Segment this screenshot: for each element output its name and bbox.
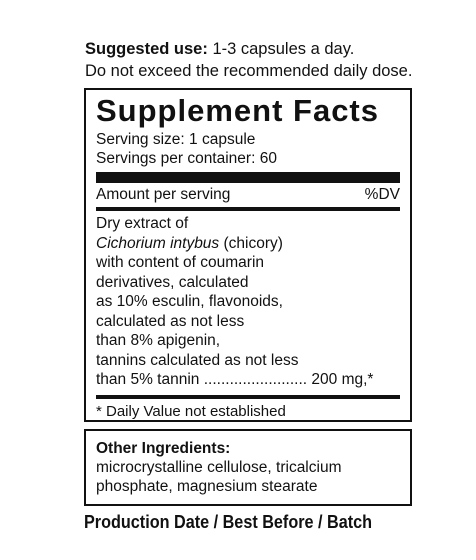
- ingredient-amount-line: [96, 370, 400, 390]
- suggested-use: [85, 38, 445, 82]
- suggested-use-line: [85, 38, 445, 60]
- ingredient-amount: 200 mg,*: [311, 371, 374, 388]
- common-name: (chicory): [223, 234, 283, 252]
- serving-size: Serving size: 1 capsule: [96, 131, 256, 148]
- ingredient-line: with content of coumarin: [96, 254, 265, 271]
- ingredient-line: Dry extract of: [96, 215, 189, 232]
- ingredient-line: than 8% apigenin,: [96, 332, 221, 349]
- supplement-facts-panel: [84, 88, 412, 422]
- ingredient-line: calculated as not less: [96, 312, 245, 330]
- suggested-use-label: Suggested use:: [85, 40, 208, 58]
- daily-value-note: * Daily Value not established: [96, 402, 286, 420]
- ingredient-line: [96, 234, 400, 254]
- servings-per-container: Servings per container: 60: [96, 150, 277, 167]
- ingredient-line: than 5% tannin: [96, 371, 200, 388]
- ingredient-line: as 10% esculin, flavonoids,: [96, 293, 283, 310]
- facts-title: Supplement Facts: [96, 93, 379, 128]
- amount-per-serving-label: Amount per serving: [96, 186, 231, 203]
- ingredient-entry: [96, 214, 400, 390]
- other-ingredients-header: Other Ingredients:: [96, 440, 231, 457]
- dv-header: %DV: [364, 186, 400, 203]
- production-batch-line: Production Date / Best Before / Batch: [84, 512, 373, 532]
- other-ingredients-text: microcrystalline cellulose, tricalcium phosphate, magnesium stearate: [96, 459, 342, 495]
- thick-divider: [96, 172, 400, 183]
- ingredient-line: derivatives, calculated: [96, 273, 249, 291]
- leader-dots: ........................: [203, 371, 308, 388]
- suggested-use-text: 1-3 capsules a day.: [212, 40, 355, 58]
- other-ingredients-panel: [84, 429, 412, 506]
- medium-divider: [96, 207, 400, 211]
- amount-header-row: [96, 183, 400, 207]
- dose-warning: Do not exceed the recommended daily dose.: [85, 62, 413, 80]
- latin-name: Cichorium intybus: [96, 234, 220, 252]
- ingredient-line: tannins calculated as not less: [96, 351, 299, 369]
